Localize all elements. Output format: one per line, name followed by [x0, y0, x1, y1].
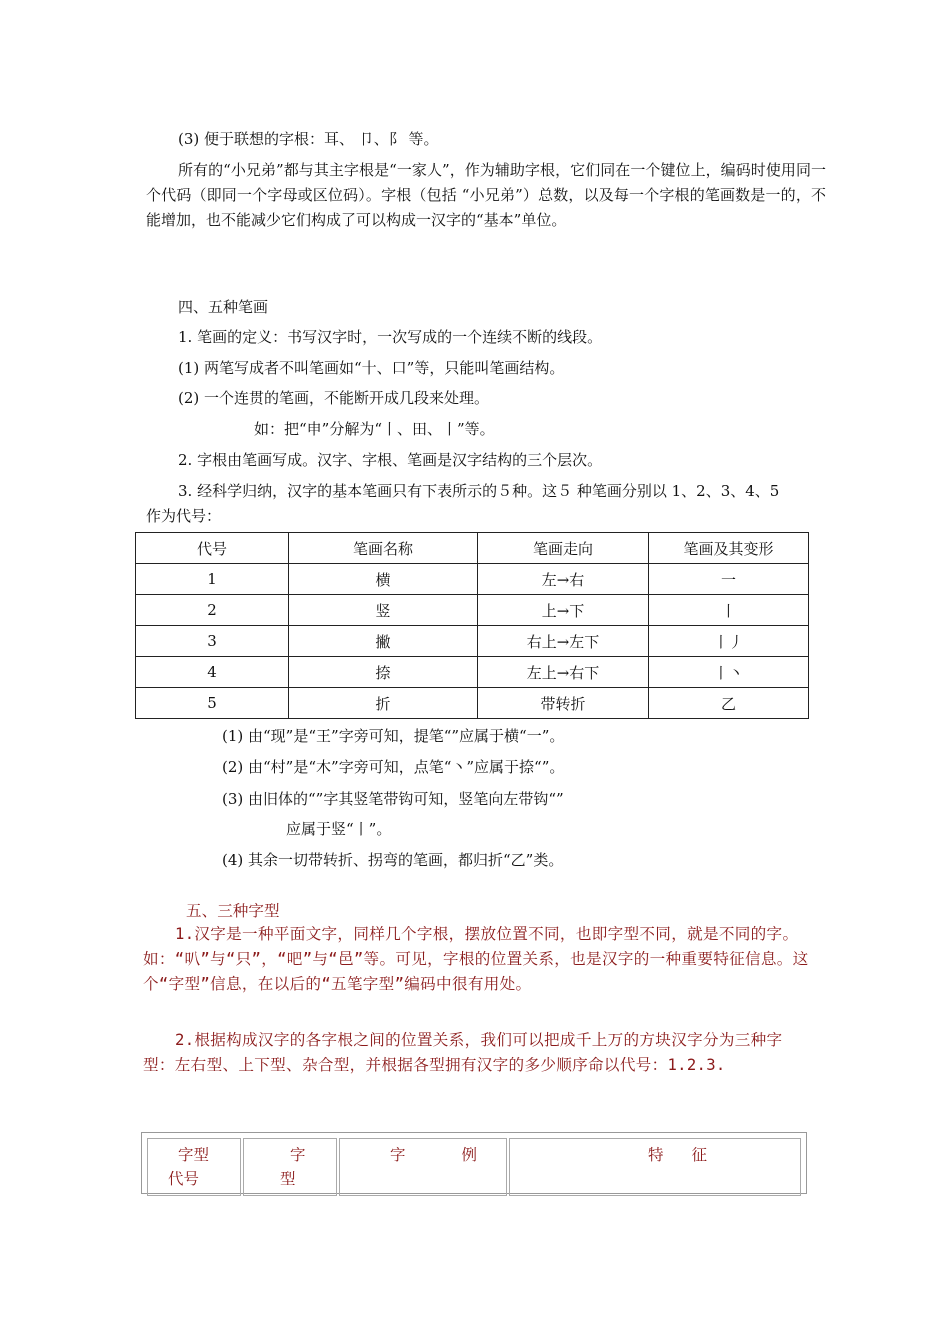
header-examples-char1: 字 [390, 1146, 406, 1164]
structure-levels: 2. 字根由笔画写成。汉字、字根、笔画是汉字结构的三个层次。 [178, 451, 603, 469]
stroke-rule-2: (2) 由“村”是“木”字旁可知，点笔“丶”应属于捺“”。 [222, 758, 565, 776]
cell-direction: 带转折 [478, 688, 649, 719]
char-type-paragraph-1: 1.汉字是一种平面文字，同样几个字根，摆放位置不同，也即字型不同，就是不同的字。 如：“叭”与“只”，“吧”与“邑”等。可见，字根的位置关系，也是汉字的一种重要特征信息。这个“字型”信息，在以后的“五笔字型”编码中很有用处。 [143, 925, 809, 993]
header-code: 代号 [136, 533, 289, 564]
header-type-line1: 字 [290, 1146, 306, 1164]
five-strokes-intro-cont: 作为代号： [146, 507, 222, 525]
cell-code: 3 [136, 626, 289, 657]
header-features-char1: 特 [648, 1146, 664, 1164]
table-row [136, 688, 809, 719]
header-stroke-variants: 笔画及其变形 [649, 533, 809, 564]
header-examples [339, 1138, 507, 1196]
header-type-code-line1: 字型 [178, 1146, 210, 1164]
char-type-table-frame [141, 1132, 807, 1194]
table-row [136, 626, 809, 657]
cell-variant: 丨丶 [649, 657, 809, 688]
header-features [509, 1138, 801, 1196]
cell-variant: 丨 [649, 595, 809, 626]
stroke-example: 如：把“申”分解为“丨、田、丨”等。 [254, 420, 495, 438]
header-stroke-name: 笔画名称 [289, 533, 478, 564]
cell-direction: 上→下 [478, 595, 649, 626]
cell-variant: 乙 [649, 688, 809, 719]
header-examples-char2: 例 [461, 1146, 478, 1164]
header-type-line2: 型 [280, 1170, 296, 1188]
char-type-paragraph-2: 2.根据构成汉字的各字根之间的位置关系，我们可以把成千上万的方块汉字分为三种字型：左右型、上下型、杂合型，并根据各型拥有汉字的多少顺序命以代号：1.2.3. [143, 1031, 783, 1074]
cell-name: 捺 [289, 657, 478, 688]
cell-name: 竖 [289, 595, 478, 626]
cell-name: 折 [289, 688, 478, 719]
cell-name: 横 [289, 564, 478, 595]
cell-code: 5 [136, 688, 289, 719]
table-header-row [147, 1138, 801, 1196]
small-brothers-paragraph: 所有的“小兄弟”都与其主字根是“一家人”，作为辅助字根，它们同在一个键位上，编码时使用同一个代码（即同一个字母或区位码）。字根（包括 “小兄弟”）总数，以及每一个字根的笔画数是一的，不能增加，也不能减少它们构成了可以构成一汉字的“基本”单位。 [146, 161, 826, 229]
cell-code: 4 [136, 657, 289, 688]
stroke-note-1: (1) 两笔写成者不叫笔画如“十、口”等，只能叫笔画结构。 [178, 359, 565, 377]
table-row [136, 595, 809, 626]
stroke-rule-4: (4) 其余一切带转折、拐弯的笔画，都归折“乙”类。 [222, 851, 564, 869]
header-type-code-line2: 代号 [168, 1170, 200, 1188]
table-row [136, 657, 809, 688]
five-strokes-intro: 3. 经科学归纳，汉字的基本笔画只有下表所示的５种。这５ 种笔画分别以 1、2、3、4、5 [178, 482, 780, 500]
header-features-char2: 征 [691, 1146, 708, 1164]
stroke-rule-3: (3) 由旧体的“”字其竖笔带钩可知，竖笔向左带钩“” [222, 790, 564, 808]
table-row [136, 564, 809, 595]
header-stroke-direction: 笔画走向 [478, 533, 649, 564]
cell-direction: 左→右 [478, 564, 649, 595]
table-header-row [136, 533, 809, 564]
header-type [243, 1138, 337, 1196]
header-type-code [147, 1138, 241, 1196]
cell-variant: 一 [649, 564, 809, 595]
stroke-rule-3-cont: 应属于竖“丨”。 [286, 820, 392, 838]
item-3-memorable-roots: (3) 便于联想的字根：耳、 卩、阝 等。 [178, 130, 439, 148]
stroke-definition: 1. 笔画的定义：书写汉字时，一次写成的一个连续不断的线段。 [178, 328, 603, 346]
cell-code: 2 [136, 595, 289, 626]
stroke-rule-1: (1) 由“现”是“王”字旁可知，提笔“”应属于横“一”。 [222, 727, 565, 745]
stroke-table [135, 532, 809, 719]
cell-variant: 丨丿 [649, 626, 809, 657]
cell-direction: 左上→右下 [478, 657, 649, 688]
cell-code: 1 [136, 564, 289, 595]
section-4-heading: 四、五种笔画 [178, 298, 269, 316]
cell-name: 撇 [289, 626, 478, 657]
cell-direction: 右上→左下 [478, 626, 649, 657]
char-type-table [145, 1136, 803, 1198]
stroke-note-2: (2) 一个连贯的笔画，不能断开成几段来处理。 [178, 389, 490, 407]
section-5-heading: 五、三种字型 [186, 902, 280, 920]
